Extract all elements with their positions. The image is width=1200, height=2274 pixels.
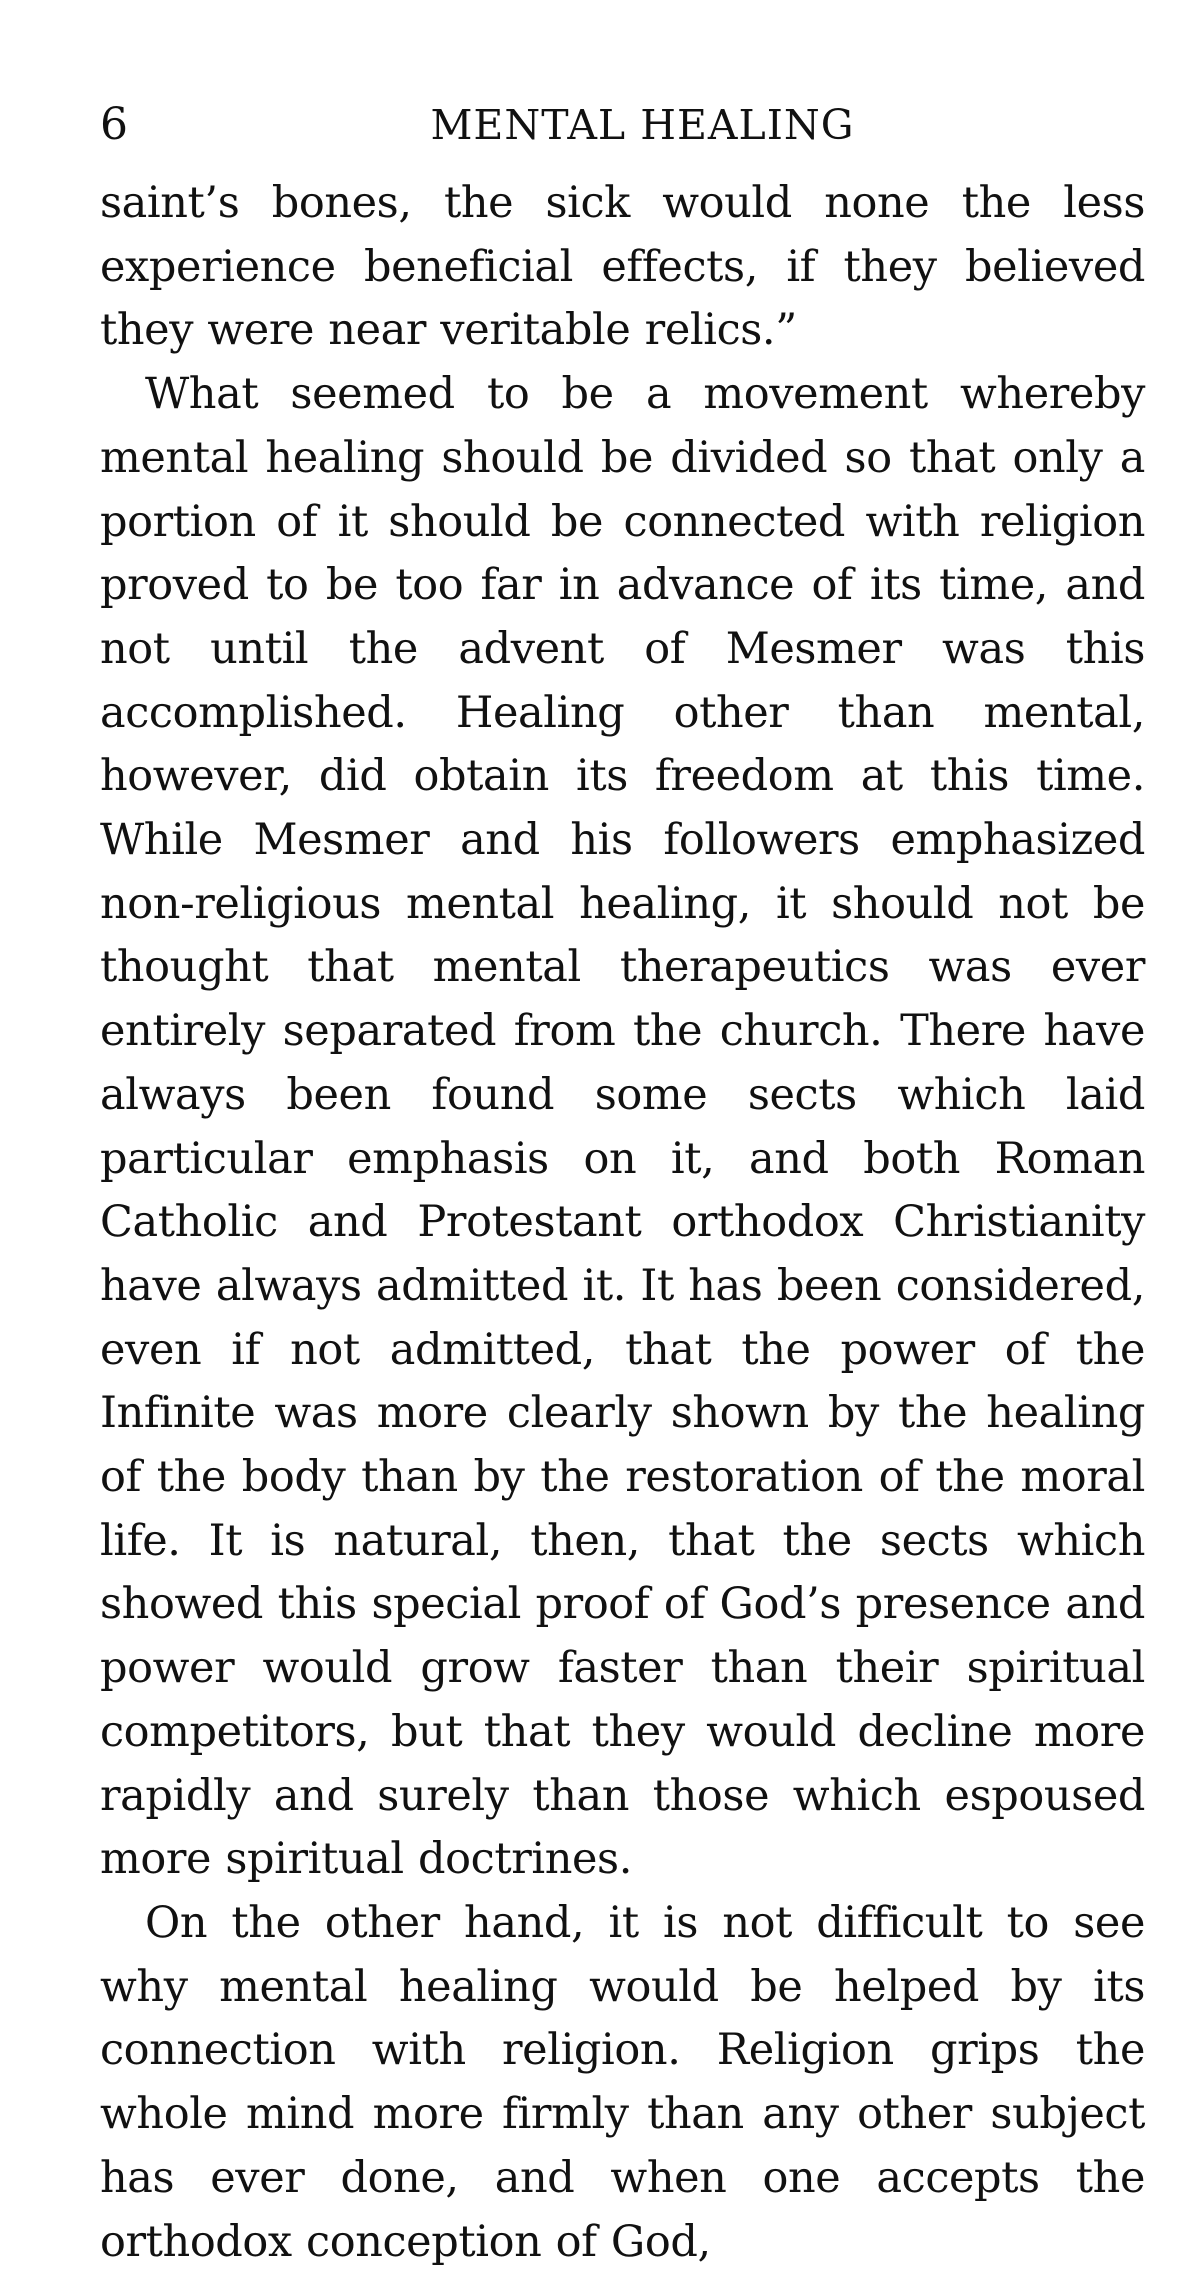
paragraph-religion: On the other hand, it is not difficult to see why mental healing would be helped by its connection with religion. Religion grips the whole mind more firmly than any other subject has ever done, and when one accepts the orthodox conception of God, <box>100 1897 1145 2267</box>
running-title: MENTAL HEALING <box>430 101 855 149</box>
paragraph-mesmer: What seemed to be a movement whereby mental healing should be divided so that only a portion of it should be connected with religion proved to be too far in advance of its time, and not until the advent of Mesmer was this accomplished. Healing other than mental, however, did obtain its freedom at this time. While Mesmer and his followers emphasized non-religious mental healing, it should not be thought that mental therapeutics was ever entirely separated from the church. There have always been found some sects which laid particular emphasis on it, and both Roman Catholic and Protestant orthodox Christianity have always admitted it. It has been considered, even if not admitted, that the power of the Infinite was more clearly shown by the healing of the body than by the restoration of the moral life. It is natural, then, that the sects which showed this special proof of God’s presence and power would grow faster than their spiritual competitors, but that they would decline more rapidly and surely than those which espoused more spiritual doctrines. <box>100 369 1145 1885</box>
running-head <box>100 90 1145 160</box>
paragraph-continued: saint’s bones, the sick would none the less experience beneficial effects, if they believed they were near veritable relics.” <box>100 178 1145 356</box>
page-number: 6 <box>100 99 128 150</box>
book-page <box>100 90 1145 2274</box>
body-text <box>100 172 1145 2274</box>
